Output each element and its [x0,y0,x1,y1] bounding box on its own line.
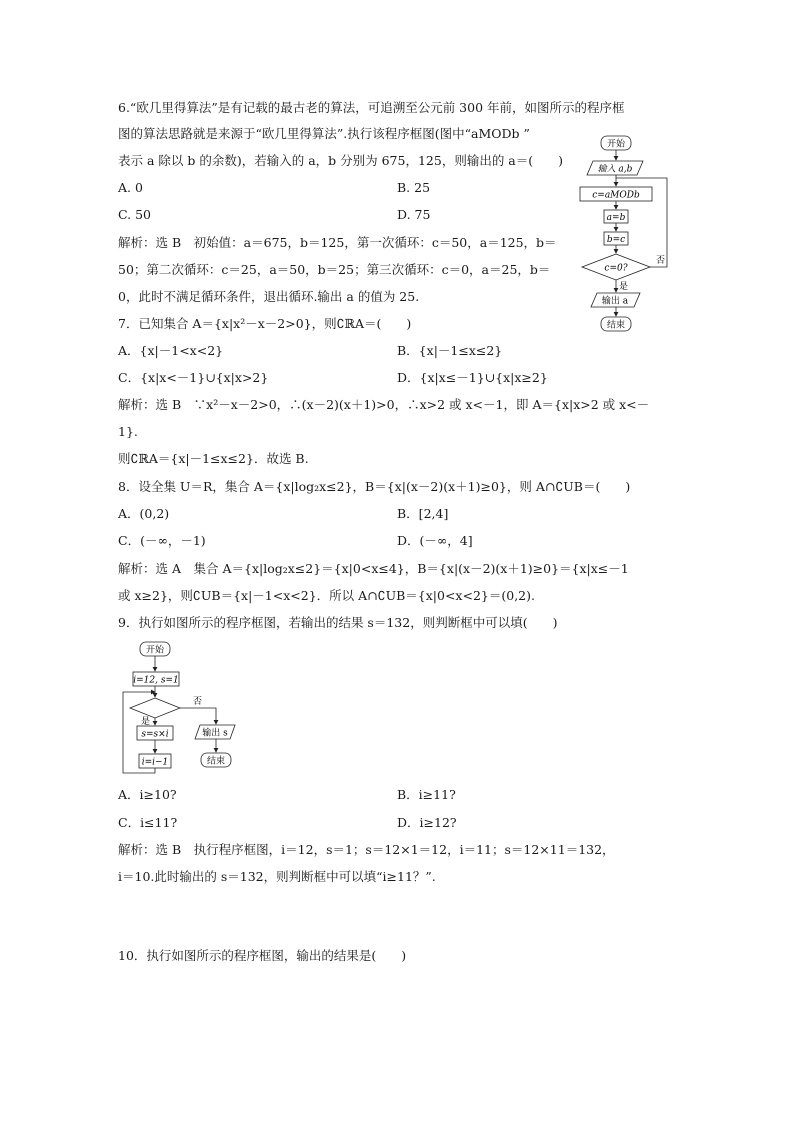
q10-stem: 10．执行如图所示的程序框图，输出的结果是( ) [118,948,407,963]
fc6-assign-a-label: a=b [606,213,626,223]
fc9-start-terminal [140,642,170,656]
q6-stem-line-3: 表示 a 除以 b 的余数)，若输入的 a，b 分别为 675，125，则输出的 a＝( ) [118,153,563,168]
q7-option-d: D．{x|x≤－1}∪{x|x≥2} [397,370,548,385]
q9-solution-line-2: i＝10.此时输出的 s＝132，则判断框中可以填“i≥11？”. [118,869,436,884]
fc6-assign-b-process [604,232,628,245]
q7-solution-line-1: 解析：选 B ∵x²－x－2>0，∴(x－2)(x＋1)>0，∴x>2 或 x<－1，即 A＝{x|x>2 或 x<－ [118,397,650,412]
fc9-output-label: 输出 s [202,728,228,739]
fc9-yes-label: 是 [141,717,151,727]
q6-solution-line-1: 解析：选 B 初始值：a＝675，b＝125，第一次循环：c＝50，a＝125，b＝ [118,235,557,250]
fc6-output-label: 输出 a [601,296,629,307]
fc9-no-label: 否 [193,697,203,707]
fc9-end-label: 结束 [206,756,226,767]
fc6-assign-b-label: b=c [606,235,626,245]
q7-stem: 7．已知集合 A＝{x|x²－x－2>0}，则∁ℝA＝( ) [118,316,412,331]
fc9-decrement-process [139,754,171,768]
fc9-decrement-label: i=i−1 [141,757,169,768]
fc6-end-label: 结束 [606,320,626,331]
q8-solution-line-2: 或 x≥2}，则∁UB＝{x|－1<x<2}．所以 A∩∁UB＝{x|0<x<2}＝(0,2). [118,588,535,603]
q8-option-a: A．(0,2) [118,506,170,521]
q6-flowchart [570,130,680,336]
q6-solution-line-2: 50；第二次循环：c＝25，a＝50，b＝25；第三次循环：c＝0，a＝25，b＝ [118,262,551,277]
fc6-assign-a-process [604,210,628,223]
fc9-start-label: 开始 [145,645,165,656]
fc6-start-terminal [601,136,631,150]
fc6-yes-label: 是 [619,282,629,292]
fc9-output-node [195,725,235,739]
q9-stem: 9．执行如图所示的程序框图，若输出的结果 s＝132，则判断框中可以填( ) [118,615,558,630]
q8-stem: 8．设全集 U＝R，集合 A＝{x|log₂x≤2}，B＝{x|(x－2)(x＋1)≥0}，则 A∩∁UB＝( ) [118,479,631,494]
q8-option-b: B．[2,4] [397,506,449,521]
q6-option-c: C. 50 [118,207,151,222]
fc9-init-label: i=12, s=1 [133,675,179,686]
fc9-multiply-process [137,726,173,740]
q8-solution-line-1: 解析：选 A 集合 A＝{x|log₂x≤2}＝{x|0<x≤4}，B＝{x|(x－2)(x＋1)≥0}＝{x|x≤－1 [118,561,629,576]
q7-solution-line-3: 则∁ℝA＝{x|－1≤x≤2}．故选 B. [118,451,309,466]
fc6-output-node [591,293,640,307]
fc6-end-terminal [601,317,631,331]
q9-solution-line-1: 解析：选 B 执行程序框图，i＝12，s＝1；s＝12×1＝12，i＝11；s＝12×11＝132， [118,842,615,857]
fc6-decision [582,254,650,280]
q9-option-b: B．i≥11? [397,787,456,802]
fc6-start-label: 开始 [606,139,626,150]
fc9-end-terminal [201,753,231,767]
q6-solution-line-3: 0，此时不满足循环条件，退出循环.输出 a 的值为 25. [118,289,420,304]
q8-option-c: C．(－∞，－1) [118,533,206,548]
q6-option-b: B. 25 [397,180,431,195]
q7-option-a: A．{x|－1<x<2} [118,343,224,358]
fc6-input-label: 输入 a,b [597,164,633,175]
q8-option-d: D．(－∞，4] [397,533,473,548]
q7-solution-line-2: 1}. [118,424,138,439]
q7-option-c: C．{x|x<－1}∪{x|x>2} [118,370,269,385]
q6-option-d: D. 75 [397,207,431,222]
q9-option-c: C．i≤11? [118,815,178,830]
fc9-init-process [133,672,179,686]
fc6-decision-label: c=0? [604,263,628,274]
q6-option-a: A. 0 [118,180,143,195]
q7-option-b: B．{x|－1≤x≤2} [397,343,503,358]
q9-option-d: D．i≥12? [397,815,457,830]
fc9-multiply-label: s=s×i [141,729,169,740]
fc9-decision [130,698,180,718]
q9-flowchart [118,638,253,778]
fc6-mod-process [580,187,652,201]
q6-stem-line-2: 图的算法思路就是来源于“欧几里得算法”.执行该程序框图(图中“aMODb ” [118,126,530,141]
q6-stem-line-1: 6.“欧几里得算法”是有记载的最古老的算法，可追溯至公元前 300 年前，如图所示的程序框 [118,100,625,115]
fc6-mod-label: c=aMODb [592,190,640,201]
q9-option-a: A．i≥10? [118,787,177,802]
fc6-input-node [587,161,643,175]
fc6-no-label: 否 [656,256,666,266]
